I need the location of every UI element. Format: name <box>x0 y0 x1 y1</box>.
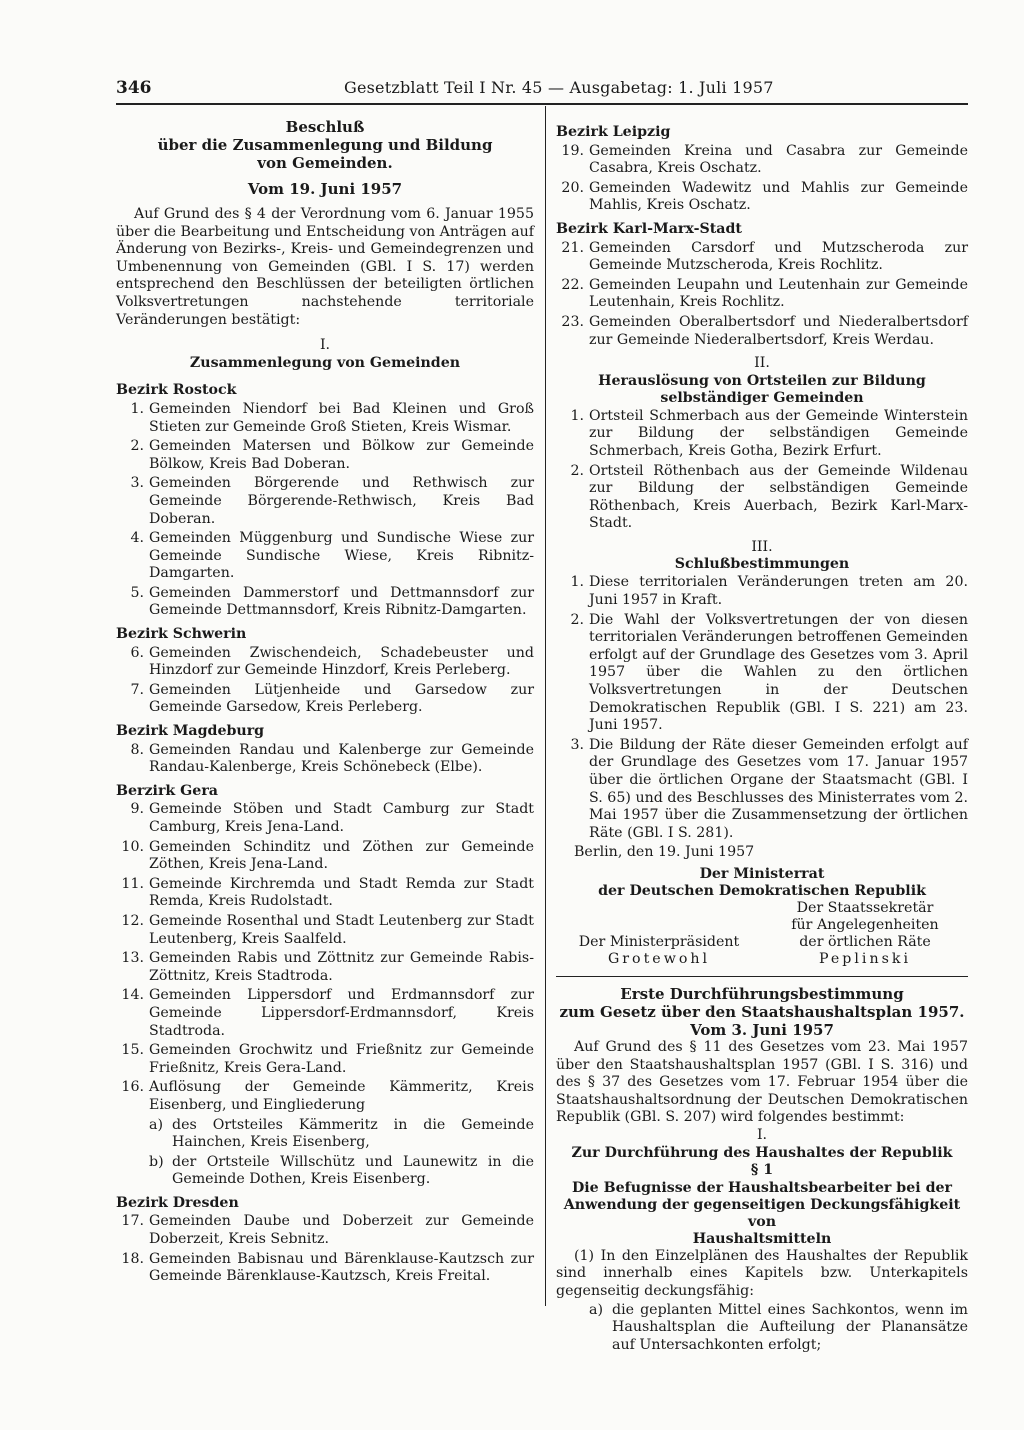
list-item <box>556 240 968 275</box>
paragraph-heading <box>556 1180 968 1248</box>
item-number: 3. <box>570 736 584 753</box>
signature-left-role: Der Ministerpräsident <box>578 933 740 950</box>
list-item <box>556 737 968 843</box>
regulation-title-line: zum Gesetz über den Staatshaushaltsplan 1957. <box>559 1002 965 1021</box>
item-number: 12. <box>121 912 144 929</box>
section-numeral: I. <box>319 337 331 354</box>
item-text: Gemeinden Matersen und Bölkow zur Gemeinde Bölkow, Kreis Bad Doberan. <box>149 438 534 472</box>
page-number: 346 <box>116 78 152 98</box>
list-item <box>556 612 968 735</box>
item-text: Gemeinden Wadewitz und Mahlis zur Gemeinde Mahlis, Kreis Oschatz. <box>589 179 968 214</box>
role-line: Der Staatssekretär <box>796 899 934 916</box>
list-item <box>116 1079 534 1114</box>
district-heading: Bezirk Schwerin <box>116 626 247 643</box>
item-text: der Ortsteile Willschütz und Launewitz in die Gemeinde Dothen, Kreis Eisenberg. <box>172 1153 534 1188</box>
item-text: Diese territorialen Veränderungen treten am 20. Juni 1957 in Kraft. <box>589 574 968 609</box>
item-text: Gemeinden Randau und Kalenberge zur Gemeinde Randau-Kalenberge, Kreis Schönebeck (Elbe). <box>149 741 534 776</box>
list-item <box>116 585 534 620</box>
role-line: für Angelegenheiten <box>791 916 939 933</box>
item-number: 13. <box>121 950 144 967</box>
district-heading: Bezirk Karl-Marx-Stadt <box>556 220 742 237</box>
section-heading <box>556 373 968 407</box>
paragraph-heading-line: Die Befugnisse der Haushaltsbearbeiter bei der <box>571 1179 952 1196</box>
list-item <box>116 401 534 436</box>
item-number: 15. <box>121 1042 144 1059</box>
section-heading: Schlußbestimmungen <box>674 556 850 573</box>
resolution-title-line: von Gemeinden. <box>257 154 393 172</box>
section2-list <box>556 408 968 533</box>
item-text: Die Bildung der Räte dieser Gemeinden erfolgt auf der Grundlage des Gesetzes vom 17. Januar 1957 über die örtlichen Organe der Staatsmacht (GBl. I S. 65) und des Beschlusses des Ministerrates vom 2. Mai 1957 über die Zusammensetzung der örtlichen Räte (GBl. I S. 281). <box>589 736 968 841</box>
list-item <box>116 876 534 911</box>
item-number: 9. <box>130 801 144 818</box>
item-number: 2. <box>570 611 584 628</box>
resolution-title-line: über die Zusammenlegung und Bildung <box>157 136 493 154</box>
item-text: Gemeinden Dammerstorf und Dettmannsdorf zur Gemeinde Dettmannsdorf, Kreis Ribnitz-Damgarten. <box>149 584 534 619</box>
list-item <box>116 645 534 680</box>
list-item <box>556 143 968 178</box>
gazette-header: Gesetzblatt Teil I Nr. 45 — Ausgabetag: 1. Juli 1957 <box>344 78 774 97</box>
list-item <box>556 314 968 349</box>
item-number: 1. <box>570 407 584 424</box>
item-text: Gemeinden Rabis und Zöttnitz zur Gemeinde Rabis-Zöttnitz, Kreis Stadtroda. <box>149 950 534 984</box>
item-number: 2. <box>570 462 584 479</box>
paragraph-heading-line: Anwendung der gegenseitigen Deckungsfähigkeit von <box>563 1196 961 1230</box>
item-text: Gemeinden Müggenburg und Sundische Wiese zur Gemeinde Sundische Wiese, Kreis Ribnitz-Damgarten. <box>149 530 534 582</box>
item-number: b) <box>149 1153 164 1170</box>
item-text: Ortsteil Schmerbach aus der Gemeinde Winterstein zur Bildung der selbständigen Gemeinde Schmerbach, Kreis Gotha, Bezirk Erfurt. <box>589 407 968 459</box>
list-item <box>556 180 968 215</box>
item-number: 18. <box>121 1250 144 1267</box>
list-item <box>116 742 534 777</box>
list-item <box>116 1213 534 1248</box>
list-item <box>556 277 968 312</box>
left-district-list <box>116 382 534 1286</box>
regulation-title-line: Erste Durchführungsbestimmung <box>620 984 904 1003</box>
item-number: 10. <box>121 838 144 855</box>
section-heading-line: selbständiger Gemeinden <box>660 389 864 406</box>
regulation-heading: Zur Durchführung des Haushaltes der Republik <box>571 1144 953 1161</box>
item-text: Gemeinden Oberalbertsdorf und Niederalbertsdorf zur Gemeinde Niederalbertsdorf, Kreis Werdau. <box>589 313 968 348</box>
signature-block <box>556 900 968 968</box>
paragraph-heading-line: Haushaltsmitteln <box>692 1230 832 1247</box>
list-item <box>556 1302 968 1355</box>
item-text: Auflösung der Gemeinde Kämmeritz, Kreis Eisenberg, und Eingliederung <box>149 1079 534 1113</box>
item-number: 7. <box>130 681 144 698</box>
item-text: Gemeinde Kirchremda und Stadt Remda zur Stadt Remda, Kreis Rudolstadt. <box>149 875 534 910</box>
list-item <box>116 682 534 717</box>
list-item <box>556 574 968 609</box>
item-text: Gemeinde Rosenthal und Stadt Leutenberg zur Stadt Leutenberg, Kreis Saalfeld. <box>149 912 534 947</box>
item-number: 4. <box>130 530 144 547</box>
item-number: 23. <box>561 313 584 330</box>
list-item <box>556 408 968 461</box>
item-number: 8. <box>130 741 144 758</box>
list-item <box>116 913 534 948</box>
item-text: Gemeinden Lütjenheide und Garsedow zur Gemeinde Garsedow, Kreis Perleberg. <box>149 681 534 716</box>
list-item <box>116 987 534 1040</box>
list-item <box>116 1251 534 1286</box>
item-text: Gemeinden Börgerende und Rethwisch zur Gemeinde Börgerende-Rethwisch, Kreis Bad Doberan. <box>149 475 534 527</box>
paragraph-mark: § 1 <box>750 1162 774 1179</box>
district-heading: Bezirk Magdeburg <box>116 723 265 740</box>
regulation-numeral: I. <box>756 1126 768 1143</box>
section3-list <box>556 574 968 842</box>
section-numeral: II. <box>754 355 770 372</box>
item-number: 14. <box>121 987 144 1004</box>
district-heading: Bezirk Leipzig <box>556 124 671 140</box>
item-text: Gemeinden Kreina und Casabra zur Gemeinde Casabra, Kreis Oschatz. <box>589 142 968 177</box>
district-heading: Berzirk Gera <box>116 782 218 799</box>
item-text: Die Wahl der Volksvertretungen der von diesen territorialen Veränderungen betroffenen Gemeinden erfolgt auf der Grundlage des Gesetzes vom 3. April 1957 über die Wahlen zu den örtlichen Volksvertretungen in der Deutschen Demokratischen Republik (GBl. I S. 221) am 23. Juni 1957. <box>589 611 968 734</box>
item-text: Gemeinden Schinditz und Zöthen zur Gemeinde Zöthen, Kreis Jena-Land. <box>149 838 534 873</box>
list-item <box>116 1154 534 1189</box>
item-text: Gemeinden Babisnau und Bärenklause-Kautzsch zur Gemeinde Bärenklause-Kautzsch, Kreis Freital. <box>149 1250 534 1285</box>
item-text: Gemeinden Carsdorf und Mutzscheroda zur Gemeinde Mutzscheroda, Kreis Rochlitz. <box>589 239 968 274</box>
resolution-preamble: Auf Grund des § 4 der Verordnung vom 6. Januar 1955 über die Bearbeitung und Entscheidung von Anträgen auf Änderung von Bezirks-, Kreis- und Gemeindegrenzen und Umbenennung von Gemeinden (GBl. I S. 17) werden entsprechend den Beschlüssen der beteiligten örtlichen Volksvertretungen nachstehende territoriale Veränderungen bestätigt: <box>116 206 534 328</box>
signature-right-name: Peplinski <box>818 950 911 967</box>
resolution-date: Vom 19. Juni 1957 <box>247 180 403 198</box>
list-item <box>116 950 534 985</box>
regulation-preamble: Auf Grund des § 11 des Gesetzes vom 23. Mai 1957 über den Staatshaushaltsplan 1957 (GBl. I S. 316) und des § 37 des Gesetzes vom 17. Februar 1954 über die Staatshaushaltsordnung der Deutschen Demokratischen Republik (GBl. S. 207) wird folgendes bestimmt: <box>556 1038 968 1126</box>
item-text: Gemeinden Daube und Doberzeit zur Gemeinde Doberzeit, Kreis Sebnitz. <box>149 1213 534 1248</box>
section-heading-line: Herauslösung von Ortsteilen zur Bildung <box>598 372 926 389</box>
item-number: 22. <box>561 276 584 293</box>
clause-list <box>556 1302 968 1355</box>
item-text: Gemeinde Stöben und Stadt Camburg zur Stadt Camburg, Kreis Jena-Land. <box>149 801 534 835</box>
left-column <box>116 118 534 1288</box>
signature-right-role <box>762 900 968 934</box>
right-column <box>556 118 968 1356</box>
list-item <box>116 475 534 528</box>
section-divider <box>556 976 968 977</box>
item-number: a) <box>589 1301 603 1318</box>
list-item <box>116 1117 534 1152</box>
item-number: 1. <box>130 400 144 417</box>
item-number: 11. <box>121 875 144 892</box>
regulation-title <box>556 985 968 1021</box>
resolution-title-line: Beschluß <box>285 118 365 136</box>
section-numeral: III. <box>751 538 773 555</box>
item-text: des Ortsteiles Kämmeritz in die Gemeinde Hainchen, Kreis Eisenberg, <box>172 1116 534 1151</box>
item-number: 20. <box>561 179 584 196</box>
header-rule <box>116 103 968 105</box>
place-date: Berlin, den 19. Juni 1957 <box>574 844 755 861</box>
list-item <box>116 801 534 836</box>
item-number: 17. <box>121 1213 144 1230</box>
signature-right-role-last: der örtlichen Räte <box>799 933 931 950</box>
item-number: 21. <box>561 239 584 256</box>
item-text: Gemeinden Lippersdorf und Erdmannsdorf zur Gemeinde Lippersdorf-Erdmannsdorf, Kreis Stadtroda. <box>149 987 534 1039</box>
district-heading: Bezirk Rostock <box>116 382 237 399</box>
council-name <box>556 866 968 900</box>
item-text: die geplanten Mittel eines Sachkontos, wenn im Haushaltsplan die Aufteilung der Planansätze auf Untersachkonten erfolgt; <box>612 1301 968 1353</box>
item-text: Gemeinden Leupahn und Leutenhain zur Gemeinde Leutenhain, Kreis Rochlitz. <box>589 276 968 311</box>
regulation-date: Vom 3. Juni 1957 <box>690 1020 834 1039</box>
council-line: Der Ministerrat <box>699 865 825 882</box>
right-district-list <box>556 124 968 349</box>
clause-text: (1) In den Einzelplänen des Haushaltes der Republik sind innerhalb eines Kapitels bzw. Unterkapitels gegenseitig deckungsfähig: <box>556 1247 968 1299</box>
item-number: 19. <box>561 142 584 159</box>
signature-left-name: Grotewohl <box>607 950 711 967</box>
item-text: Ortsteil Röthenbach aus der Gemeinde Wildenau zur Bildung der selbständigen Gemeinde Röthenbach, Kreis Auerbach, Bezirk Karl-Marx-Stadt. <box>589 462 968 532</box>
list-item <box>116 1042 534 1077</box>
item-text: Gemeinden Grochwitz und Frießnitz zur Gemeinde Frießnitz, Kreis Gera-Land. <box>149 1042 534 1076</box>
list-item <box>116 438 534 473</box>
item-number: 1. <box>570 574 584 591</box>
list-item <box>116 839 534 874</box>
item-number: 3. <box>130 475 144 492</box>
item-text: Gemeinden Niendorf bei Bad Kleinen und Groß Stieten zur Gemeinde Groß Stieten, Kreis Wismar. <box>149 400 534 435</box>
section-heading: Zusammenlegung von Gemeinden <box>189 354 461 371</box>
column-divider <box>545 106 546 1306</box>
item-number: a) <box>149 1116 163 1133</box>
list-item <box>556 463 968 533</box>
item-number: 6. <box>130 644 144 661</box>
resolution-title <box>116 118 534 172</box>
district-heading: Bezirk Dresden <box>116 1194 239 1211</box>
council-line: der Deutschen Demokratischen Republik <box>598 882 926 899</box>
item-number: 16. <box>121 1079 144 1096</box>
item-text: Gemeinden Zwischendeich, Schadebeuster und Hinzdorf zur Gemeinde Hinzdorf, Kreis Perleberg. <box>149 644 534 679</box>
list-item <box>116 530 534 583</box>
item-number: 5. <box>130 584 144 601</box>
item-number: 2. <box>130 438 144 455</box>
